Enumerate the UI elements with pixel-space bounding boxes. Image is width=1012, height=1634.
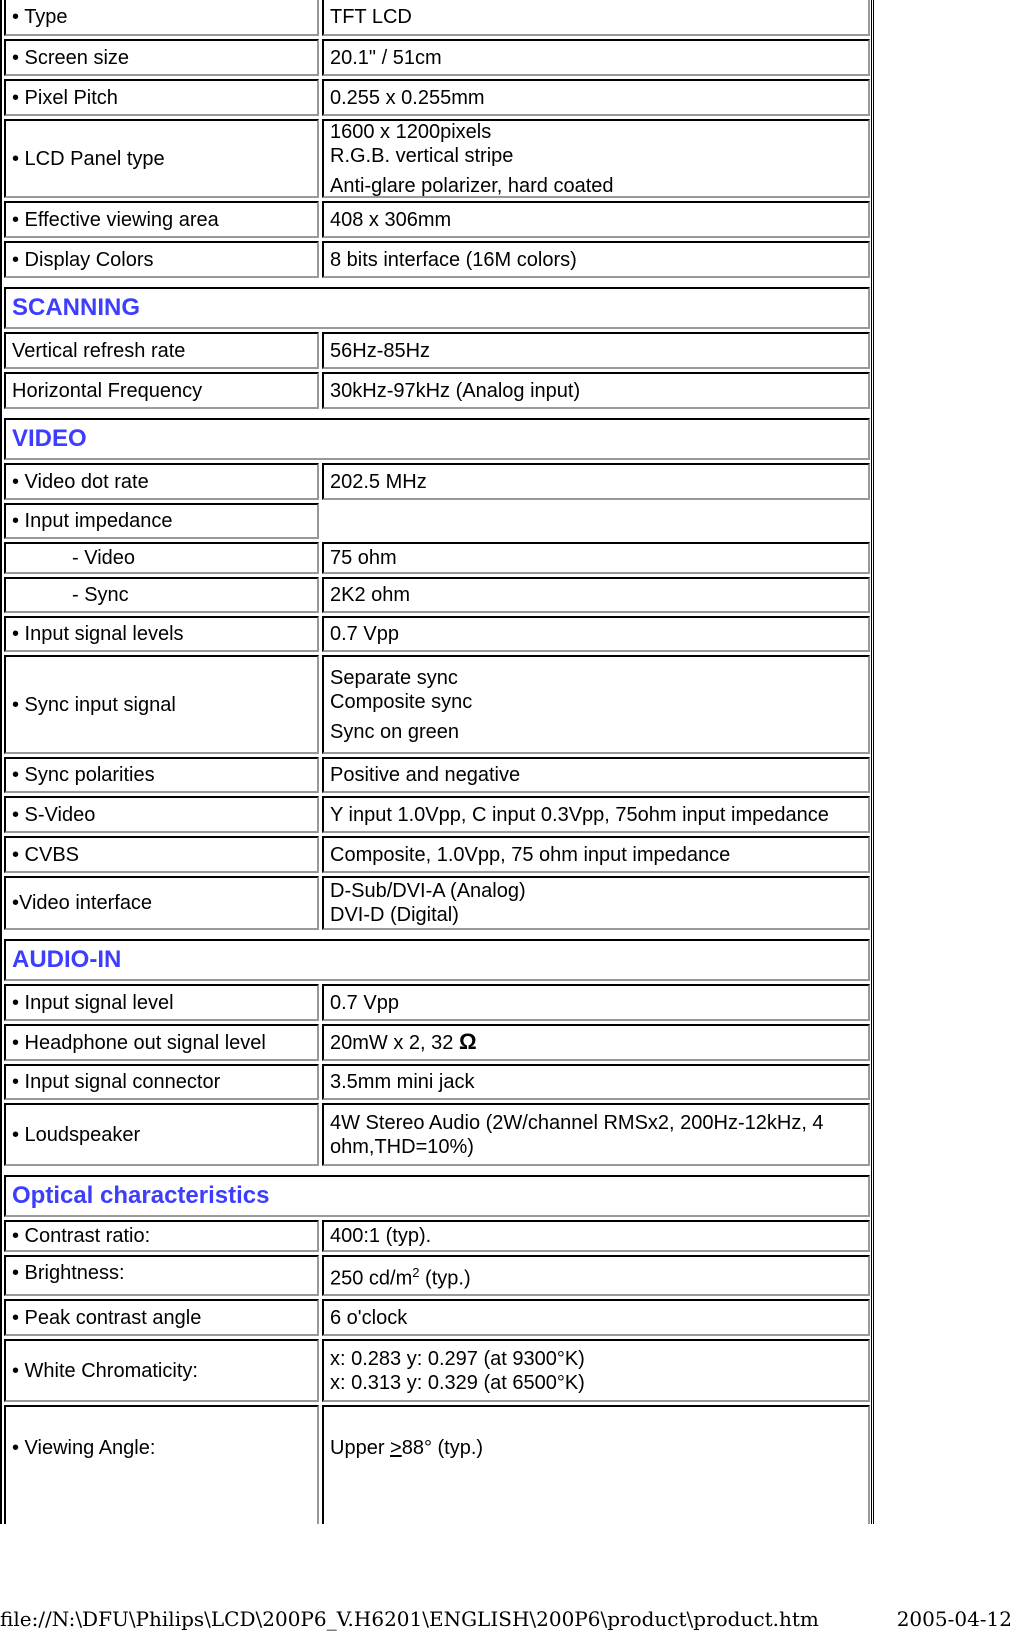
value-line: x: 0.283 y: 0.297 (at 9300°K) — [330, 1347, 585, 1370]
value-line — [330, 1030, 862, 1055]
table-row — [4, 201, 870, 238]
table-row — [4, 372, 870, 409]
spec-value: 75 ohm — [322, 542, 870, 574]
spec-value: 408 x 306mm — [322, 201, 870, 238]
table-row — [4, 1220, 870, 1252]
ohm-symbol: Ω — [458, 1029, 477, 1054]
spec-label: Vertical refresh rate — [4, 332, 319, 369]
brightness-suffix: (typ.) — [419, 1267, 471, 1290]
value-line — [330, 1436, 862, 1460]
spec-label: • Input signal level — [4, 984, 319, 1021]
table-row — [4, 39, 870, 76]
value-line: Separate sync — [330, 666, 458, 689]
value-line: Anti-glare polarizer, hard coated — [330, 174, 614, 197]
spec-value: 400:1 (typ). — [322, 1220, 870, 1252]
table-row — [4, 1064, 870, 1100]
value-line: x: 0.313 y: 0.329 (at 6500°K) — [330, 1371, 585, 1394]
section-header-row — [4, 1175, 870, 1217]
file-path: file://N:\DFU\Philips\LCD\200P6_V.H6201\ENGLISH\200P6\product\product.htm — [0, 1607, 819, 1631]
spec-label: • CVBS — [4, 836, 319, 873]
table-row — [4, 79, 870, 116]
table-row — [4, 1339, 870, 1402]
spec-label: • Input signal connector — [4, 1064, 319, 1100]
spec-value — [322, 1405, 870, 1524]
spec-label: • Loudspeaker — [4, 1103, 319, 1166]
spec-label: •Video interface — [4, 876, 319, 930]
section-header-row — [4, 418, 870, 460]
spec-value — [322, 1024, 870, 1061]
spec-label: - Video — [4, 542, 319, 574]
section-header-row — [4, 287, 870, 329]
headphone-value: 20mW x 2, 32 — [330, 1032, 454, 1054]
spec-value: 8 bits interface (16M colors) — [322, 241, 870, 278]
spec-value: TFT LCD — [322, 0, 870, 36]
table-row — [4, 503, 870, 539]
table-row — [4, 463, 870, 500]
table-row — [4, 332, 870, 369]
spec-label: - Sync — [4, 577, 319, 613]
print-date: 2005-04-12 — [896, 1607, 1012, 1631]
spec-value: 202.5 MHz — [322, 463, 870, 500]
viewing-angle-prefix: Upper — [330, 1437, 391, 1459]
spec-label: • Video dot rate — [4, 463, 319, 500]
section-heading-scanning: SCANNING — [4, 287, 870, 329]
value-line: 1600 x 1200pixels — [330, 120, 492, 143]
spec-label: • Effective viewing area — [4, 201, 319, 238]
table-row — [4, 796, 870, 833]
spec-value — [322, 1255, 870, 1296]
spec-value: 56Hz-85Hz — [322, 332, 870, 369]
spec-label: • Peak contrast angle — [4, 1299, 319, 1336]
spec-label: • Input impedance — [4, 503, 319, 539]
spec-value: 0.255 x 0.255mm — [322, 79, 870, 116]
superscript: 2 — [412, 1264, 420, 1280]
value-line — [330, 1261, 862, 1291]
spec-label: • Sync polarities — [4, 757, 319, 793]
spec-value: 0.7 Vpp — [322, 616, 870, 652]
section-header-row — [4, 939, 870, 981]
table-row — [4, 1103, 870, 1166]
table-row — [4, 241, 870, 278]
table-row — [4, 577, 870, 613]
value-line: Composite sync — [330, 690, 473, 713]
spec-label: Horizontal Frequency — [4, 372, 319, 409]
spec-value: 20.1" / 51cm — [322, 39, 870, 76]
spec-value: Positive and negative — [322, 757, 870, 793]
spec-value — [322, 119, 870, 198]
spec-value: Y input 1.0Vpp, C input 0.3Vpp, 75ohm input impedance — [322, 796, 870, 833]
table-row — [4, 616, 870, 652]
table-row — [4, 0, 870, 36]
value-line: DVI-D (Digital) — [330, 904, 459, 926]
spec-value: 3.5mm mini jack — [322, 1064, 870, 1100]
spec-value: 2K2 ohm — [322, 577, 870, 613]
spec-label: • Headphone out signal level — [4, 1024, 319, 1061]
table-row — [4, 836, 870, 873]
table-row — [4, 1405, 870, 1524]
spec-value: Composite, 1.0Vpp, 75 ohm input impedance — [322, 836, 870, 873]
spec-value: 4W Stereo Audio (2W/channel RMSx2, 200Hz-12kHz, 4 ohm,THD=10%) — [322, 1103, 870, 1166]
value-line: R.G.B. vertical stripe — [330, 144, 514, 167]
spec-label: • Viewing Angle: — [4, 1405, 319, 1524]
greater-equal-symbol: > — [390, 1437, 402, 1459]
table-row — [4, 984, 870, 1021]
spec-value — [322, 1339, 870, 1402]
spec-label: • Screen size — [4, 39, 319, 76]
section-heading-video: VIDEO — [4, 418, 870, 460]
spec-value: 6 o'clock — [322, 1299, 870, 1336]
section-heading-audio: AUDIO-IN — [4, 939, 870, 981]
table-row — [4, 1299, 870, 1336]
spec-label: • Type — [4, 0, 319, 36]
spec-label: • Contrast ratio: — [4, 1220, 319, 1252]
spec-value: 0.7 Vpp — [322, 984, 870, 1021]
spec-value: 30kHz-97kHz (Analog input) — [322, 372, 870, 409]
value-line: D-Sub/DVI-A (Analog) — [330, 880, 526, 902]
spec-label: • LCD Panel type — [4, 119, 319, 198]
value-line: Sync on green — [330, 720, 459, 743]
spec-label: • Brightness: — [4, 1255, 319, 1296]
table-row — [4, 757, 870, 793]
table-row — [4, 876, 870, 930]
spec-label: • Input signal levels — [4, 616, 319, 652]
spec-value — [322, 876, 870, 930]
spec-label: • Pixel Pitch — [4, 79, 319, 116]
spec-label: • S-Video — [4, 796, 319, 833]
spec-label: • Display Colors — [4, 241, 319, 278]
section-heading-optical: Optical characteristics — [4, 1175, 870, 1217]
table-row — [4, 1024, 870, 1061]
viewing-angle-suffix: 88° (typ.) — [401, 1437, 484, 1459]
table-row — [4, 1255, 870, 1296]
spec-value — [322, 655, 870, 754]
table-row — [4, 542, 870, 574]
table-row — [4, 119, 870, 198]
print-footer — [0, 1607, 1012, 1634]
spec-label: • Sync input signal — [4, 655, 319, 754]
spec-label: • White Chromaticity: — [4, 1339, 319, 1402]
table-row — [4, 655, 870, 754]
brightness-value: 250 cd/m — [330, 1267, 413, 1290]
